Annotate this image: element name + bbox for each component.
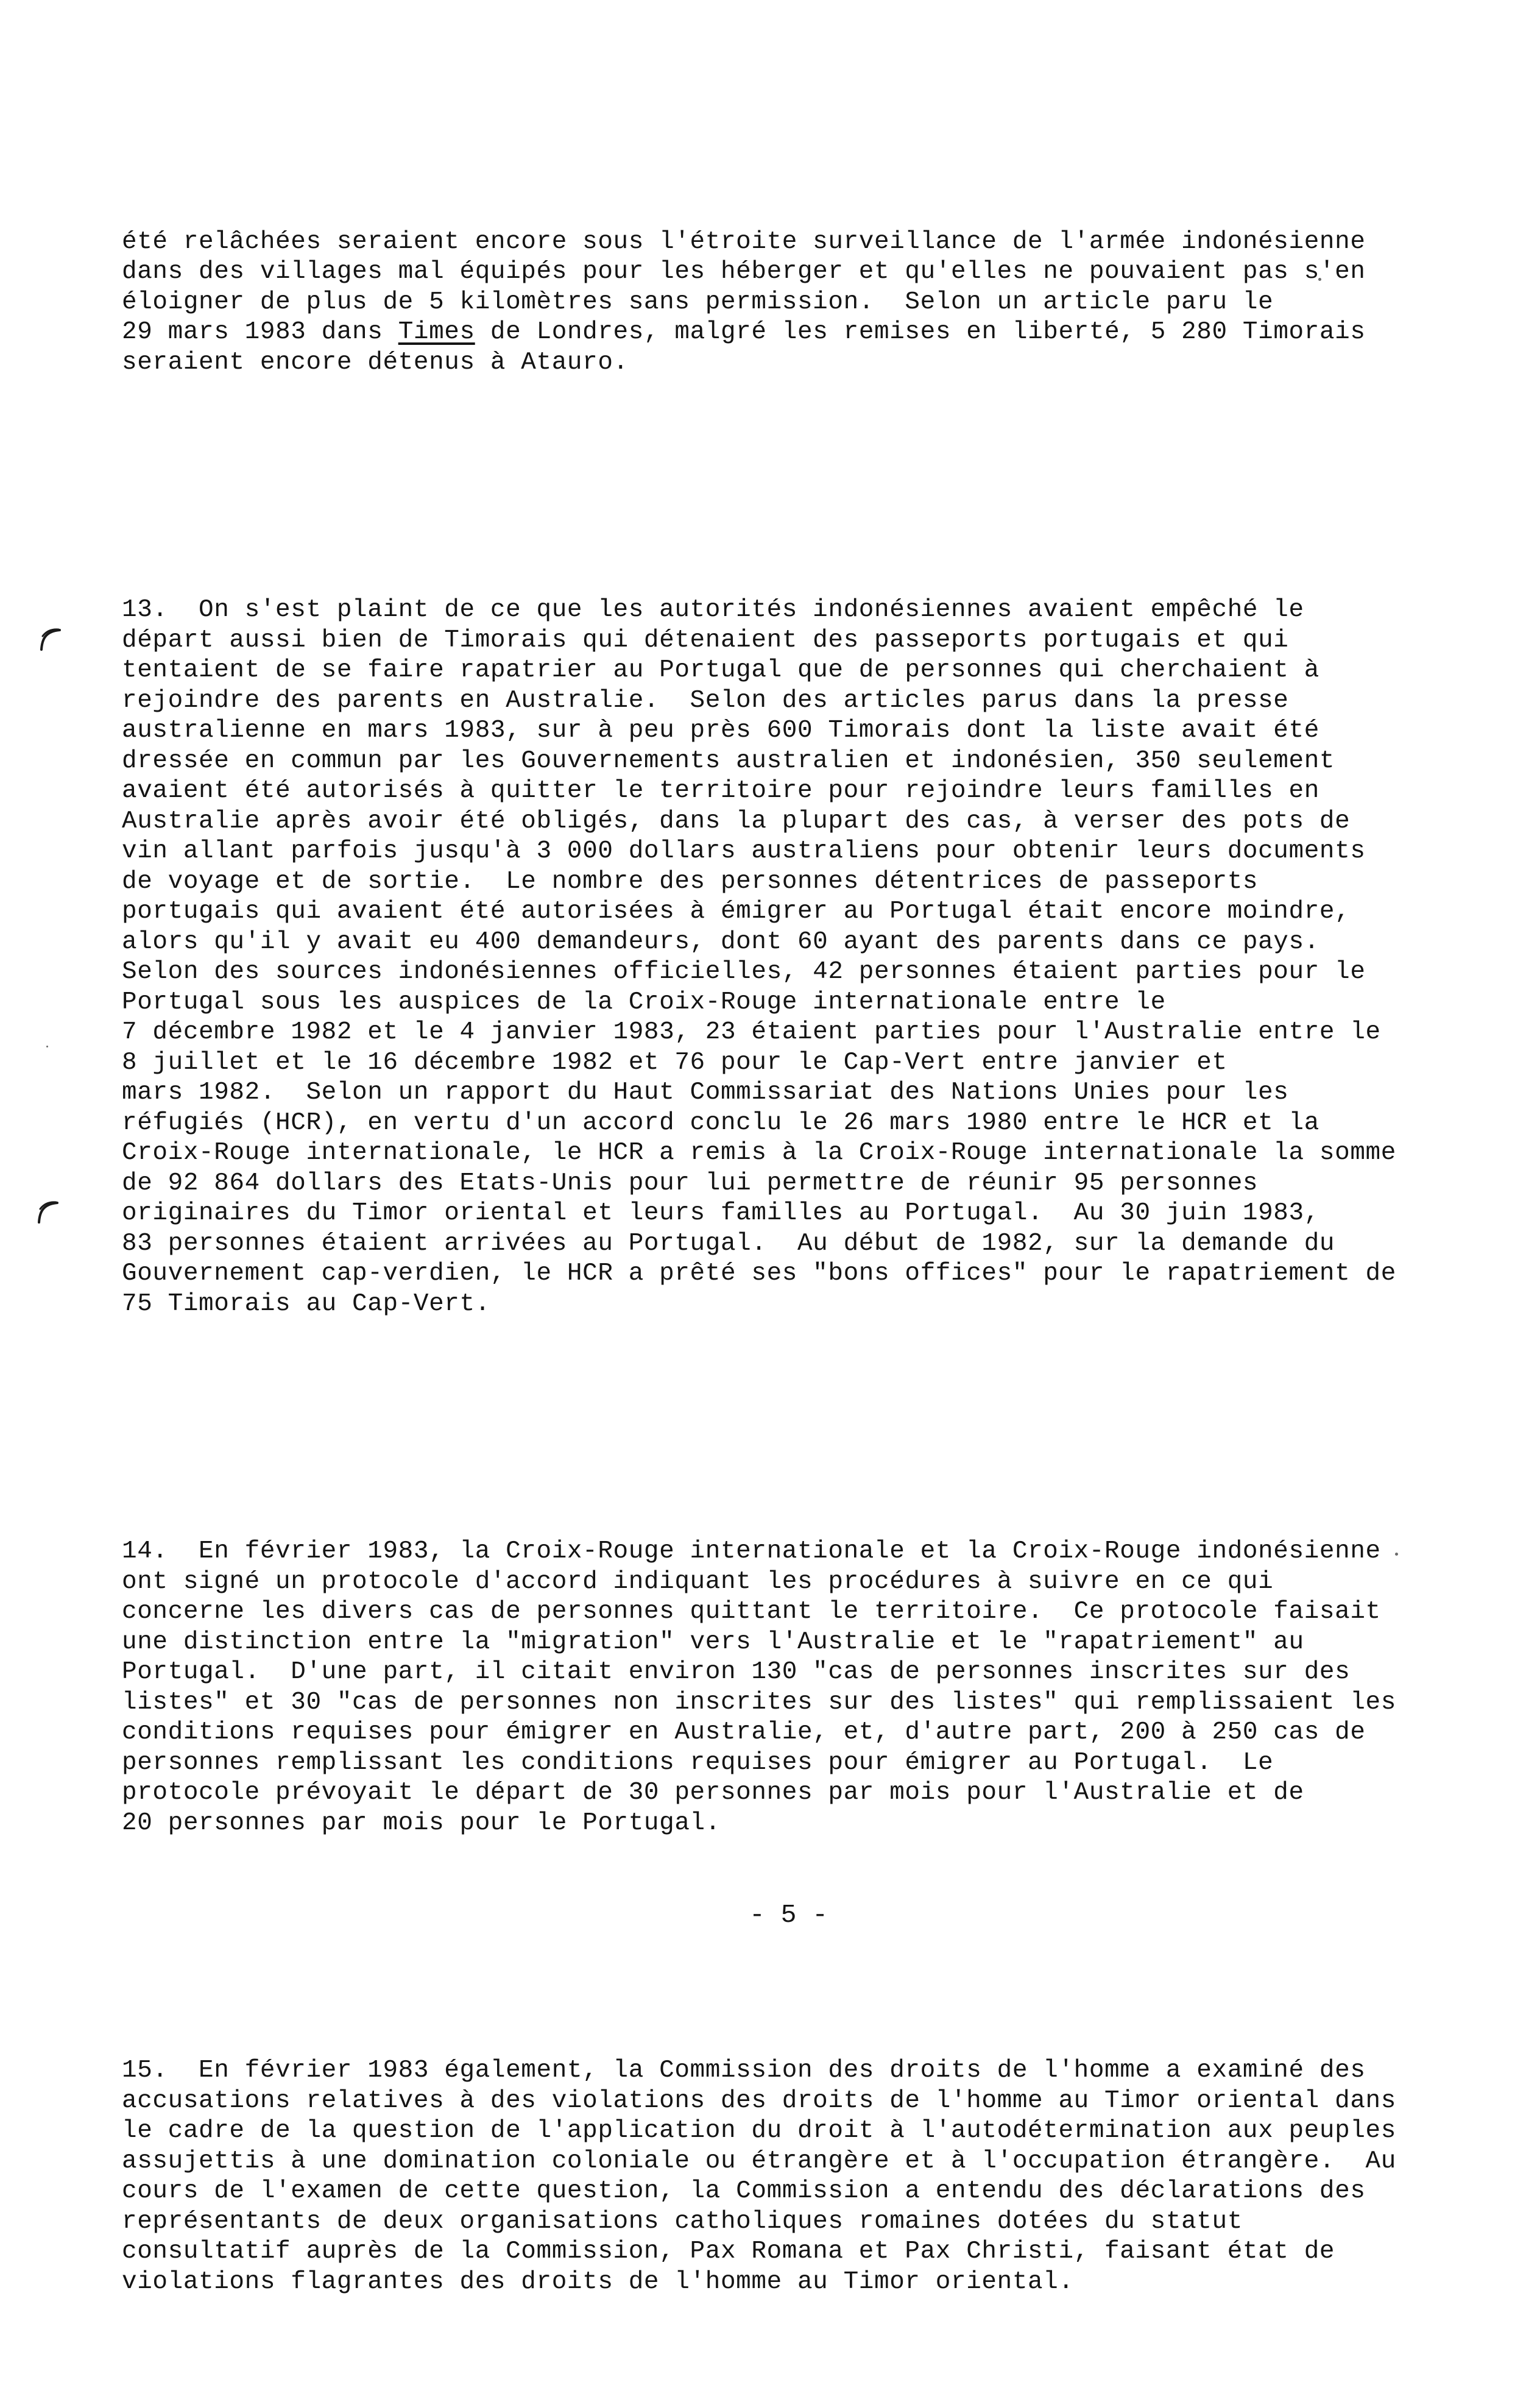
margin-hook-mark-2 xyxy=(33,1197,60,1224)
text-line: dans des villages mal équipés pour les héberger et qu'elles ne pouvaient pas s'en xyxy=(122,258,1366,286)
text-line: personnes remplissant les conditions requises pour émigrer au Portugal. Le xyxy=(122,1748,1274,1777)
text-line: Croix-Rouge internationale, le HCR a remis à la Croix-Rouge internationale la somme xyxy=(122,1139,1396,1167)
text-line: listes" et 30 "cas de personnes non inscrites sur des listes" qui remplissaient les xyxy=(122,1688,1396,1717)
paragraph-gap xyxy=(122,469,1413,505)
text-line: réfugiés (HCR), en vertu d'un accord conclu le 26 mars 1980 entre le HCR et la xyxy=(122,1108,1319,1137)
text-line: mars 1982. Selon un rapport du Haut Commissariat des Nations Unies pour les xyxy=(122,1079,1289,1107)
text-line: protocole prévoyait le départ de 30 personnes par mois pour l'Australie et de xyxy=(122,1779,1304,1807)
text-line: consultatif auprès de la Commission, Pax Romana et Pax Christi, faisant état de xyxy=(122,2237,1335,2266)
text-line: Gouvernement cap-verdien, le HCR a prêté ses "bons offices" pour le rapatriement de xyxy=(122,1260,1396,1288)
text-line: éloigner de plus de 5 kilomètres sans permission. Selon un article paru le xyxy=(122,288,1274,316)
paragraph-13 xyxy=(122,595,1413,1319)
text-line: cours de l'examen de cette question, la Commission a entendu des déclarations des xyxy=(122,2177,1366,2205)
text-line: dressée en commun par les Gouvernements australien et indonésien, 350 seulement xyxy=(122,746,1335,775)
paragraph-gap xyxy=(122,1410,1413,1447)
text-line: une distinction entre la "migration" vers l'Australie et le "rapatriement" au xyxy=(122,1628,1304,1656)
newspaper-title-times: Times xyxy=(398,318,475,346)
text-line: avaient été autorisés à quitter le territoire pour rejoindre leurs familles en xyxy=(122,777,1319,805)
text-line: 83 personnes étaient arrivées au Portugal. Au début de 1982, sur la demande du xyxy=(122,1229,1335,1258)
text-line: 75 Timorais au Cap-Vert. xyxy=(122,1289,490,1318)
text-line: accusations relatives à des violations des droits de l'homme au Timor oriental dans xyxy=(122,2086,1396,2115)
text-line: 8 juillet et le 16 décembre 1982 et 76 pour le Cap-Vert entre janvier et xyxy=(122,1048,1227,1077)
text-line: Australie après avoir été obligés, dans la plupart des cas, à verser des pots de xyxy=(122,807,1351,835)
text-line: été relâchées seraient encore sous l'étroite surveillance de l'armée indonésienne xyxy=(122,227,1366,256)
text-line: portugais qui avaient été autorisées à émigrer au Portugal était encore moindre, xyxy=(122,898,1351,926)
text-line: de voyage et de sortie. Le nombre des personnes détentrices de passeports xyxy=(122,867,1259,896)
text-line: concerne les divers cas de personnes quittant le territoire. Ce protocole faisait xyxy=(122,1598,1381,1626)
text-line: départ aussi bien de Timorais qui détenaient des passeports portugais et qui xyxy=(122,626,1289,654)
text-line: de 92 864 dollars des Etats-Unis pour lui permettre de réunir 95 personnes xyxy=(122,1169,1259,1197)
text-line: seraient encore détenus à Atauro. xyxy=(122,348,629,377)
text-line: le cadre de la question de l'application du droit à l'autodétermination aux peuples xyxy=(122,2117,1396,2145)
text-line: Selon des sources indonésiennes officielles, 42 personnes étaient parties pour le xyxy=(122,958,1366,986)
text-line: 14. En février 1983, la Croix-Rouge internationale et la Croix-Rouge indonésienne xyxy=(122,1537,1381,1565)
text-fragment: de Londres, malgré les remises en liberté, 5 280 Timorais xyxy=(475,318,1366,346)
paragraph-15 xyxy=(122,2056,1413,2297)
text-line: assujettis à une domination coloniale ou étrangère et à l'occupation étrangère. Au xyxy=(122,2147,1396,2175)
text-line: originaires du Timor oriental et leurs familles au Portugal. Au 30 juin 1983, xyxy=(122,1199,1319,1227)
scan-speck xyxy=(46,1046,48,1047)
text-line: conditions requises pour émigrer en Australie, et, d'autre part, 200 à 250 cas de xyxy=(122,1718,1366,1746)
text-line xyxy=(122,317,1413,348)
text-line: 13. On s'est plaint de ce que les autorités indonésiennes avaient empêché le xyxy=(122,596,1304,624)
text-line: tentaient de se faire rapatrier au Portugal que de personnes qui cherchaient à xyxy=(122,656,1319,684)
text-line: rejoindre des parents en Australie. Selon des articles parus dans la presse xyxy=(122,686,1289,715)
text-line: 7 décembre 1982 et le 4 janvier 1983, 23 étaient parties pour l'Australie entre le xyxy=(122,1018,1381,1046)
text-line: australienne en mars 1983, sur à peu près 600 Timorais dont la liste avait été xyxy=(122,717,1319,745)
text-line: 20 personnes par mois pour le Portugal. xyxy=(122,1809,721,1837)
text-line: Portugal sous les auspices de la Croix-Rouge internationale entre le xyxy=(122,988,1166,1016)
text-fragment: 29 mars 1983 dans xyxy=(122,318,398,346)
paragraph-gap xyxy=(122,1929,1413,1966)
text-line: ont signé un protocole d'accord indiquant les procédures à suivre en ce qui xyxy=(122,1567,1274,1596)
text-line: 15. En février 1983 également, la Commission des droits de l'homme a examiné des xyxy=(122,2057,1366,2085)
paragraph-continuation xyxy=(122,227,1413,378)
text-line: Portugal. D'une part, il citait environ 130 "cas de personnes inscrites sur des xyxy=(122,1658,1351,1686)
text-line: violations flagrantes des droits de l'homme au Timor oriental. xyxy=(122,2267,1074,2296)
text-line: représentants de deux organisations catholiques romaines dotées du statut xyxy=(122,2207,1243,2236)
document-body xyxy=(122,136,1413,2388)
text-line: alors qu'il y avait eu 400 demandeurs, dont 60 ayant des parents dans ce pays. xyxy=(122,927,1319,956)
page-number: - 5 - xyxy=(749,1900,828,1930)
paragraph-14 xyxy=(122,1537,1413,1838)
margin-hook-mark-1 xyxy=(35,624,62,651)
text-line: vin allant parfois jusqu'à 3 000 dollars australiens pour obtenir leurs documents xyxy=(122,837,1366,865)
